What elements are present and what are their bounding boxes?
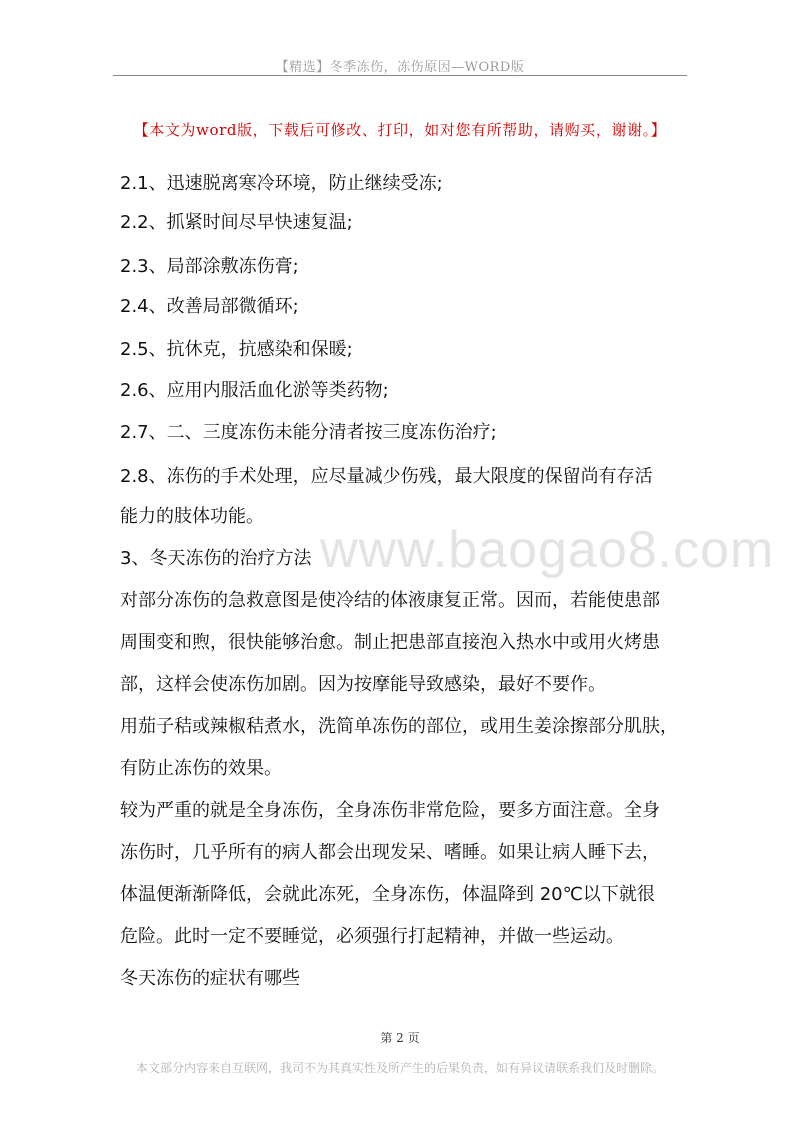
- list-item-2-5: 2.5、抗休克，抗感染和保暖;: [120, 339, 353, 360]
- paragraph-line: 用茄子秸或辣椒秸煮水，洗简单冻伤的部位，或用生姜涂擦部分肌肤，: [120, 716, 678, 737]
- footer-disclaimer: 本文部分内容来自互联网，我司不为其真实性及所产生的后果负责，如有异议请联系我们及时删除。: [135, 1061, 664, 1075]
- paragraph-line: 危险。此时一定不要睡觉，必须强行打起精神，并做一些运动。: [120, 926, 624, 947]
- list-item-2-4: 2.4、改善局部微循环;: [120, 296, 299, 317]
- list-item-2-8-line-2: 能力的肢体功能。: [120, 506, 264, 527]
- section-heading: 3、冬天冻伤的治疗方法: [120, 548, 312, 569]
- download-notice: 【本文为word版，下载后可修改、打印，如对您有所帮助，请购买，谢谢。】: [133, 121, 667, 139]
- list-item-2-2: 2.2、抓紧时间尽早快速复温;: [120, 212, 353, 233]
- paragraph-line: 体温便渐渐降低，会就此冻死，全身冻伤，体温降到 20℃以下就很: [120, 884, 655, 905]
- header-divider: [113, 75, 687, 76]
- list-item-2-8-line-1: 2.8、冻伤的手术处理，应尽量减少伤残，最大限度的保留尚有存活: [120, 466, 653, 487]
- paragraph-line: 有防止冻伤的效果。: [120, 758, 282, 779]
- paragraph-line: 对部分冻伤的急救意图是使冷结的体液康复正常。因而，若能使患部: [120, 590, 660, 611]
- list-item-2-3: 2.3、局部涂敷冻伤膏;: [120, 256, 299, 277]
- paragraph-line: 较为严重的就是全身冻伤，全身冻伤非常危险，要多方面注意。全身: [120, 800, 660, 821]
- list-item-2-6: 2.6、应用内服活血化淤等类药物;: [120, 380, 389, 401]
- subsection-heading: 冬天冻伤的症状有哪些: [120, 968, 300, 989]
- paragraph-line: 周围变和煦，很快能够治愈。制止把患部直接泡入热水中或用火烤患: [120, 632, 660, 653]
- watermark-text: www.baogao8.com: [320, 521, 775, 579]
- page-header-title: 【精选】冬季冻伤，冻伤原因—WORD版: [275, 60, 525, 75]
- paragraph-line: 部，这样会使冻伤加剧。因为按摩能导致感染，最好不要作。: [120, 674, 606, 695]
- list-item-2-1: 2.1、迅速脱离寒冷环境，防止继续受冻;: [120, 173, 443, 194]
- page-number: 第 2 页: [380, 1031, 420, 1045]
- list-item-2-7: 2.7、二、三度冻伤未能分清者按三度冻伤治疗;: [120, 422, 497, 443]
- paragraph-line: 冻伤时，几乎所有的病人都会出现发呆、嗜睡。如果让病人睡下去，: [120, 842, 660, 863]
